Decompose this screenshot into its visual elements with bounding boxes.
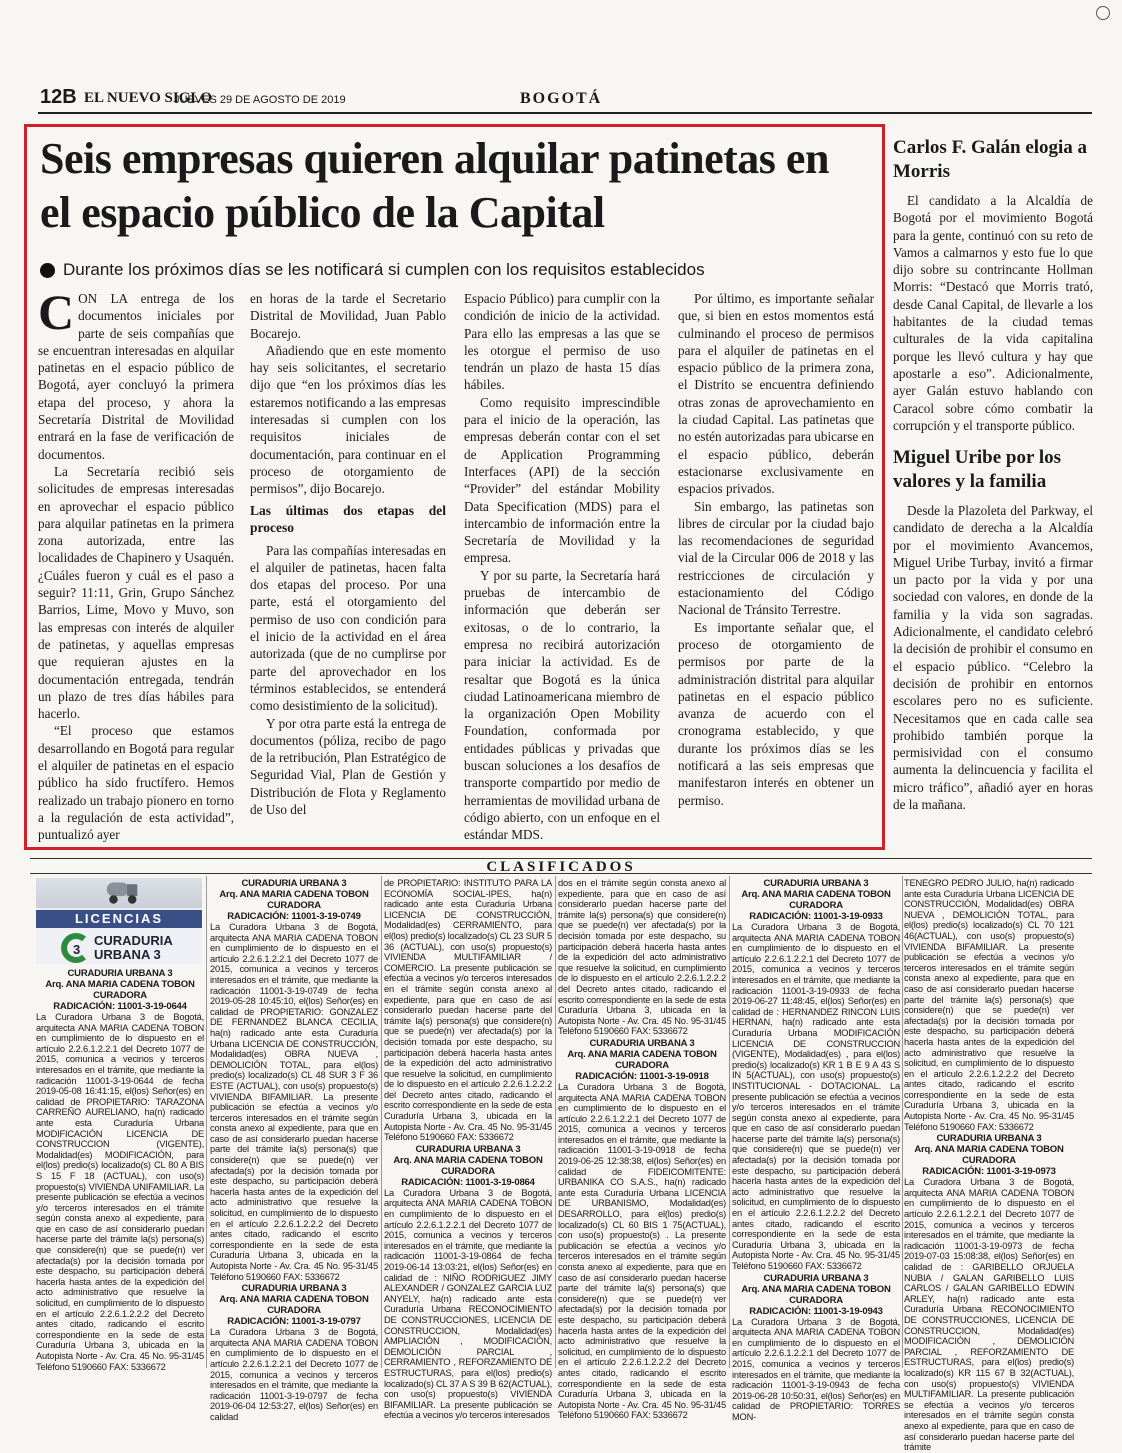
- brief-body: El candidato a la Alcaldía de Bogotá por el movimiento Bogotá para la gente, continuó con su reto de Vamos a calmarnos y esto fue lo que dijo sobre su contrincante Hollman Morris: “Destacó que Morris trató, desde Canal Capital, de llevarle a los habitantes de la ciudad temas culturales de la vida capitalina porque les llevó cultura y hay que apostarle a eso”. Adicionalmente, ayer Galán estuvo hablando con Caracol sobre cómo combatir la corrupción y el transporte público.: [893, 193, 1093, 433]
- classified-notice: TENEGRO PEDRO JULIO, ha(n) radicado ante esta Curaduría Urbana LICENCIA DE CONSTRUCCIÓN, Modalidad(es) OBRA NUEVA , DEMOLICIÓN TOTAL, para el(los) predio(s) localizado(s) CL 70 121 46(ACTUAL), con uso(s) propuesto(s) VIVIENDA BIFAMILIAR. La presente publicación se efectúa a vecinos y/o terceros interesados en el trámite según consta anexo al expediente, para que en caso de así considerarlo puedan hacerse parte del trámite la(s) persona(s) que considere(n) que se puede(n) ver afectada(s) por la decisión tomada por este despacho, su participación deberá hacerla hasta antes de la expedición del acto administrativo que resuelve la solicitud, en cumplimiento de lo dispuesto en el artículo 2.2.6.1.2.2.2 del Decreto antes citado, radicando el escrito correspondiente en la sede de esta Curaduría Urbana 3, ubicada en la Autopista Norte - Av. Cra. 45 No. 95-31/45 Teléfono 5190660 FAX: 5336672: [904, 878, 1074, 1132]
- svg-text:3: 3: [73, 942, 81, 957]
- article-paragraph: Por último, es importante señalar que, si bien en estos momentos está culminando el proceso de permisos para el alquiler de patinetas en el espacio público de la primera zona, el Distrito se encuentra definiendo otras zonas de aprovechamiento en la ciudad Capital. Las patinetas que no estén autorizadas para ubicarse en el espacio público, deberán estacionarse exclusivamente en espacios privados.: [678, 291, 874, 497]
- curaduria-logo-text: CURADURIA URBANA 3: [94, 933, 173, 962]
- cement-mixer-icon: [100, 874, 144, 908]
- article-column-1: [38, 284, 234, 844]
- article-paragraph: Es importante señalar que, el proceso de otorgamiento de permisos por parte de la administración distrital para alquilar patinetas en el espacio público avanza de acuerdo con el cronograma establecido, y que durante los próximos días se les notificará a las seis empresas que manifestaron interés en obtener un permiso.: [678, 619, 874, 808]
- brief-uribe: [893, 446, 1093, 813]
- article-column-2: [250, 290, 446, 818]
- column-divider: [206, 876, 207, 1368]
- classified-notice: La Curadora Urbana 3 de Bogotá, arquitecta ANA MARIA CADENA TOBON en cumplimiento de lo dispuesto en el artículo 2.2.6.1.2.2.1 del Decreto 1077 de 2015, comunica a vecinos y terceros interesados en el trámite, que mediante la radicación 11001-3-19-0749 de fecha 2019-05-28 10:45:10, el(los) Señor(es) en calidad de PROPIETARIO: GONZALEZ DE FERNANDEZ BLANCA CECILIA, ha(n) radicado ante esta Curaduría Urbana LICENCIA DE CONSTRUCCIÓN, Modalidad(es) OBRA NUEVA , DEMOLICIÓN TOTAL, para el(los) predio(s) localizado(s) CL 48 SUR 3 F 36 ESTE (ACTUAL), con uso(s) propuesto(s) VIVIENDA BIFAMILIAR. La presente publicación se efectúa a vecinos y/o terceros interesados en el trámite según consta anexo al expediente, para que en caso de así considerarlo puedan hacerse parte del trámite la(s) persona(s) que considere(n) que se puede(n) ver afectada(s) por la decisión tomada por este despacho, su participación deberá hacerla hasta antes de la expedición del acto administrativo que resuelve la solicitud, en cumplimiento de lo dispuesto en el artículo 2.2.6.1.2.2.2 del Decreto antes citado, radicando el escrito correspondiente en la sede de esta Curaduría Urbana 3, ubicada en la Autopista Norte - Av. Cra. 45 No. 95-31/45 Teléfono 5190660 FAX: 5336672: [210, 922, 378, 1282]
- newspaper-name: EL NUEVO SIGLO: [84, 90, 213, 106]
- classified-notice: La Curadora Urbana 3 de Bogotá, arquitecta ANA MARIA CADENA TOBON en cumplimiento de lo dispuesto en el artículo 2.2.6.1.2.2.1 del Decreto 1077 de 2015, comunica a vecinos y terceros interesados en el trámite, que mediante la radicación 11001-3-19-0918 de fecha 2019-06-25 12:38:38, el(los) Señor(es) en calidad de FIDEICOMITENTE: URBANIKA CO S.A.S., ha(n) radicado ante esta Curaduría Urbana LICENCIA DE URBANISMO, Modalidad(es) DESARROLLO, para el(los) predio(s) localizado(s) CL 60 BIS 1 75(ACTUAL), con uso(s) propuesto(s) . La presente publicación se efectúa a vecinos y/o terceros interesados en el trámite según consta anexo al expediente, para que en caso de así considerarlo puedan hacerse parte del trámite la(s) persona(s) que considere(n) que se puede(n) ver afectada(s) por la decisión tomada por este despacho, su participación deberá hacerla hasta antes de la expedición del acto administrativo que resuelve la solicitud, en cumplimiento de lo dispuesto en el artículo 2.2.6.1.2.2.2 del Decreto antes citado, radicando el escrito correspondiente en la sede de esta Curaduría Urbana 3, ubicada en la Autopista Norte - Av. Cra. 45 No. 95-31/45 Teléfono 5190660 FAX: 5336672: [558, 1081, 726, 1421]
- deck-text: Durante los próximos días se les notificará si cumplen con los requisitos establecidos: [63, 260, 705, 279]
- section-name: BOGOTÁ: [520, 90, 603, 107]
- column-divider: [729, 876, 730, 1368]
- classified-notice: La Curadora Urbana 3 de Bogotá, arquitecta ANA MARIA CADENA TOBON en cumplimiento de lo dispuesto en el artículo 2.2.6.1.2.2.1 del Decreto 1077 de 2015, comunica a vecinos y terceros interesados en el trámite, que mediante la radicación 11001-3-19-0797 de fecha 2019-06-04 12:53:27, el(los) Señor(es) en calidad: [210, 1327, 378, 1422]
- column-divider: [555, 876, 556, 1368]
- article-paragraph: Espacio Público) para cumplir con la condición de inicio de la actividad. Para ello las empresas a las que se les otorgue el permiso de uso tendrán un plazo de hasta 15 días hábiles.: [464, 291, 660, 393]
- article-paragraph: “El proceso que estamos desarrollando en Bogotá para regular el alquiler de patinetas en el espacio público ha sido fructífero. Hemos realizado un trabajo pionero en torno a la regulación de esta actividad”, puntualizó ayer: [38, 723, 234, 843]
- licencias-banner: LICENCIAS: [36, 910, 202, 928]
- bullet-icon: [40, 263, 55, 278]
- drop-cap: C: [38, 284, 75, 340]
- classified-notice: dos en el trámite según consta anexo al expediente, para que en caso de así considerarlo puedan hacerse parte del trámite la(s) persona(s) que considere(n) que se puede(n) ver afectada(s) por la decisión tomada por este despacho, su participación deberá hacerla hasta antes de la expedición del acto administrativo que resuelve la solicitud, en cumplimiento de lo dispuesto en el artículo 2.2.6.1.2.2.2 del Decreto antes citado, radicando el escrito correspondiente en la sede de esta Curaduría Urbana 3, ubicada en la Autopista Norte - Av. Cra. 45 No. 95-31/45 Teléfono 5190660 FAX: 5336672: [558, 878, 726, 1037]
- brief-galan: [893, 136, 1093, 434]
- article-deck: [40, 260, 870, 280]
- classified-notice: La Curadora Urbana 3 de Bogotá, arquitecta ANA MARIA CADENA TOBON en cumplimiento de lo dispuesto en el artículo 2.2.6.1.2.2.1 del Decreto 1077 de 2015, comunica a vecinos y terceros interesados en el trámite, que mediante la radicación 11001-3-19-0943 de fecha 2019-06-28 10:50:31, el(los) Señor(es) en calidad de PROPIETARIO: TORRES MON-: [732, 1316, 900, 1422]
- article-paragraph: Para las compañías interesadas en el alquiler de patinetas, hacen falta dos etapas del proceso. Por una parte, está el otorgamiento del permiso de uso con condición para el inicio de la actividad en el área autorizada (que de no cumplirse por parte del aprovechador en los términos establecidos, se entenderá como desistimiento de la solicitud).: [250, 542, 446, 714]
- article-paragraph: CON LA entrega de los documentos iniciales por parte de seis compañías que se encuentran interesadas en alquilar patinetas en el espacio público de Bogotá, ayer concluyó la primera etapa del proceso, y ahora la Secretaría Distrital de Movilidad entrará en la fase de verificación de documentos.: [38, 284, 234, 462]
- brief-body: Desde la Plazoleta del Parkway, el candidato de derecha a la Alcaldía por el movimiento Avancemos, Miguel Uribe Turbay, invitó a firmar un pacto por la vida y por una sociedad con valores, en donde de la familia y la vida son sagradas. Adicionalmente, el candidato celebró la decisión de prohibir el consumo en el espacio público. “Celebro la decisión de prohibir en entornos escolares pero no es suficiente. Necesitamos que en cada calle sea prohibido también porque la permisividad con el consumo aumenta la delincuencia y facilita el micro tráfico”, añadió ayer en horas de la mañana.: [893, 503, 1093, 813]
- classified-column-3: de PROPIETARIO: INSTITUTO PARA LA ECONOMÍA SOCIAL-IPES, ha(n) radicado ante esta Curaduría Urbana LICENCIA DE CONSTRUCCIÓN, Modalidad(es) CERRAMIENTO, para el(los) predio(s) localizado(s) CL 23 SUR 5 36 (ACTUAL), con uso(s) propuesto(s) VIVIENDA MULTIFAMILIAR / COMERCIO. La presente publicación se efectúa a vecinos y/o terceros interesados en el trámite según consta anexo al expediente, para que en caso de así considerarlo puedan hacerse parte del trámite la(s) persona(s) que considere(n) que se puede(n) ver afectada(s) por la decisión tomada por este despacho, su participación deberá hacerla hasta antes de la expedición del acto administrativo que resuelve la solicitud, en cumplimiento de lo dispuesto en el artículo 2.2.6.1.2.2.2 del Decreto antes citado, radicando el escrito correspondiente en la sede de esta Curaduría Urbana 3, ubicada en la Autopista Norte - Av. Cra. 45 No. 95-31/45 Teléfono 5190660 FAX: 5336672 CURADURIA URBANA 3 Arq. ANA MARIA CADENA TOBON CURADORA RADICACIÓN: 11001-3-19-0864 La Curadora Urbana 3 de Bogotá, arquitecta ANA MARIA CADENA TOBON en cumplimiento de lo dispuesto en el artículo 2.2.6.1.2.2.1 del Decreto 1077 de 2015, comunica a vecinos y terceros interesados en el trámite, que mediante la radicación 11001-3-19-0864 de fecha 2019-06-14 13:03:21, el(los) Señor(es) en calidad de : NIÑO RODRIGUEZ JIMY ALEXANDER / GONZALEZ GARCIA LUZ ANYELY, ha(n) radicado ante esta Curaduría Urbana RECONOCIMIENTO DE CONSTRUCCIONES, LICENCIA DE CONSTRUCCION, Modalidad(es) AMPLIACIÓN , MODIFICACIÓN, DEMOLICIÓN PARCIAL , CERRAMIENTO , REFORZAMIENTO DE ESTRUCTURAS, para el(los) predio(s) localizado(s) CL 37 A S 39 B 62(ACTUAL), con uso(s) propuesto(s) VIVIENDA BIFAMILIAR. La presente publicación se efectúa a vecinos y/o terceros interesados: [384, 878, 552, 1421]
- article-paragraph: Sin embargo, las patinetas son libres de circular por la ciudad bajo las recomendaciones de seguridad vial de la Circular 006 de 2018 y las restricciones de circulación y estacionamiento del Código Nacional de Tránsito Terrestre.: [678, 498, 874, 618]
- article-column-4: [678, 290, 874, 809]
- article-paragraph: en horas de la tarde el Secretario Distrital de Movilidad, Juan Pablo Bocarejo.: [250, 291, 446, 341]
- classified-notice: La Curadora Urbana 3 de Bogotá, arquitecta ANA MARIA CADENA TOBON en cumplimiento de lo dispuesto en el artículo 2.2.6.1.2.2.1 del Decreto 1077 de 2015, comunica a vecinos y terceros interesados en el trámite, que mediante la radicación 11001-3-19-0933 de fecha 2019-06-27 11:48:45, el(los) Señor(es) en calidad de : HERNANDEZ RINCON LUIS HERNAN, ha(n) radicado ante esta Curaduría Urbana MODIFICACIÓN LICENCIA DE CONSTRUCCION (VIGENTE), Modalidad(es) , para el(los) predio(s) localizado(s) KR 1 B E 9 A 43 S IN 5(ACTUAL), con uso(s) propuesto(s) INSTITUCIONAL - DOTACIONAL. La presente publicación se efectúa a vecinos y/o terceros interesados en el trámite según consta anexo al expediente, para que en caso de así considerarlo puedan hacerse parte del trámite la(s) persona(s) que considere(n) que se puede(n) ver afectada(s) por la decisión tomada por este despacho, su participación deberá hacerla hasta antes de la expedición del acto administrativo que resuelve la solicitud, en cumplimiento de lo dispuesto en el artículo 2.2.6.1.2.2.2 del Decreto antes citado, radicando el escrito correspondiente en la sede de esta Curaduría Urbana 3, ubicada en la Autopista Norte - Av. Cra. 45 No. 95-31/45 Teléfono 5190660 FAX: 5336672: [732, 922, 900, 1271]
- classified-notice: La Curadora Urbana 3 de Bogotá, arquitecta ANA MARIA CADENA TOBON en cumplimiento de lo dispuesto en el artículo 2.2.6.1.2.2.1 del Decreto 1077 de 2015, comunica a vecinos y terceros interesados en el trámite, que mediante la radicación 11001-3-19-0973 de fecha 2019-07-03 15:08:38, el(los) Señor(es) en calidad de : GARIBELLO ORJUELA NUBIA / GALAN GARIBELLO LUIS CARLOS / GALAN GARIBELLO EDWIN ARLEY, ha(n) radicado ante esta Curaduría Urbana RECONOCIMIENTO DE CONSTRUCCIONES, LICENCIA DE CONSTRUCCION, Modalidad(es) MODIFICACIÓN , DEMOLICIÓN PARCIAL , REFORZAMIENTO DE ESTRUCTURAS, para el(los) predio(s) localizado(s) KR 115 67 B 32(ACTUAL), con uso(s) propuesto(s) VIVIENDA MULTIFAMILIAR. La presente publicación se efectúa a vecinos y/o terceros interesados en el trámite según consta anexo al expediente, para que en caso de así considerarlo puedan hacerse parte del trámite: [904, 1177, 1074, 1453]
- article-paragraph: La Secretaría recibió seis solicitudes de empresas interesadas en aprovechar el espacio público para alquilar patinetas en la primera zona autorizada, entre las localidades de Chapinero y Usaquén. ¿Cuáles fueron y cuál es el paso a seguir? 11:11, Grin, Grupo Sánchez Barrios, Lime, Movo y Muvo, son las empresas con interés de alquiler de patinetas, y aquellas empresas que requieran ajustes en la documentación entregada, tendrán un plazo de tres días hábiles para hacerlo.: [38, 463, 234, 722]
- classified-notice: La Curadora Urbana 3 de Bogotá, arquitecta ANA MARIA CADENA TOBON en cumplimiento de lo dispuesto en el artículo 2.2.6.1.2.2.1 del Decreto 1077 de 2015, comunica a vecinos y terceros interesados en el trámite, que mediante la radicación 11001-3-19-0644 de fecha 2019-05-08 16:41:15, el(los) Señor(es) en calidad de PROPIETARIO: TARAZONA CARREÑO AURELIANO, ha(n) radicado ante esta Curaduría Urbana MODIFICACIÓN LICENCIA DE CONSTRUCCION (VIGENTE), Modalidad(es) MODIFICACIÓN, para el(los) predio(s) localizado(s) CL 80 A BIS S 15 F 18 (ACTUAL), con uso(s) propuesto(s) VIVIENDA UNIFAMILIAR. La presente publicación se efectúa a vecinos y/o terceros interesados en el trámite según consta anexo al expediente, para que en caso de así considerarlo puedan hacerse parte del trámite la(s) persona(s) que considere(n) que se puede(n) ver afectada(s) por la decisión tomada por este despacho, su participación deberá hacerla hasta antes de la expedición del acto administrativo que resuelve la solicitud, en cumplimiento de lo dispuesto en el artículo 2.2.6.1.2.2.2 del Decreto antes citado, radicando el escrito correspondiente en la sede de esta Curaduría Urbana 3, ubicada en la Autopista Norte - Av. Cra. 45 No. 95-31/45 Teléfono 5190660 FAX: 5336672: [36, 1012, 204, 1372]
- classified-column-6: TENEGRO PEDRO JULIO, ha(n) radicado ante esta Curaduría Urbana LICENCIA DE CONSTRUCCIÓN, Modalidad(es) OBRA NUEVA , DEMOLICIÓN TOTAL, para el(los) predio(s) localizado(s) CL 70 121 46(ACTUAL), con uso(s) propuesto(s) VIVIENDA BIFAMILIAR. La presente publicación se efectúa a vecinos y/o terceros interesados en el trámite según consta anexo al expediente, para que en caso de así considerarlo puedan hacerse parte del trámite la(s) persona(s) que considere(n) que se puede(n) ver afectada(s) por la decisión tomada por este despacho, su participación deberá hacerla hasta antes de la expedición del acto administrativo que resuelve la solicitud, en cumplimiento de lo dispuesto en el artículo 2.2.6.1.2.2.2 del Decreto antes citado, radicando el escrito correspondiente en la sede de esta Curaduría Urbana 3, ubicada en la Autopista Norte - Av. Cra. 45 No. 95-31/45 Teléfono 5190660 FAX: 5336672 CURADURIA URBANA 3 Arq. ANA MARIA CADENA TOBON CURADORA RADICACIÓN: 11001-3-19-0973 La Curadora Urbana 3 de Bogotá, arquitecta ANA MARIA CADENA TOBON en cumplimiento de lo dispuesto en el artículo 2.2.6.1.2.2.1 del Decreto 1077 de 2015, comunica a vecinos y terceros interesados en el trámite, que mediante la radicación 11001-3-19-0973 de fecha 2019-07-03 15:08:38, el(los) Señor(es) en calidad de : GARIBELLO ORJUELA NUBIA / GALAN GARIBELLO LUIS CARLOS / GALAN GARIBELLO EDWIN ARLEY, ha(n) radicado ante esta Curaduría Urbana RECONOCIMIENTO DE CONSTRUCCIONES, LICENCIA DE CONSTRUCCION, Modalidad(es) MODIFICACIÓN , DEMOLICIÓN PARCIAL , REFORZAMIENTO DE ESTRUCTURAS, para el(los) predio(s) localizado(s) KR 115 67 B 32(ACTUAL), con uso(s) propuesto(s) VIVIENDA MULTIFAMILIAR. La presente publicación se efectúa a vecinos y/o terceros interesados en el trámite según consta anexo al expediente, para que en caso de así considerarlo puedan hacerse parte del trámite: [904, 878, 1074, 1453]
- article-headline: Seis empresas quieren alquilar patinetas en el espacio público de la Capital: [40, 134, 829, 237]
- classified-column-5: CURADURIA URBANA 3 Arq. ANA MARIA CADENA TOBON CURADORA RADICACIÓN: 11001-3-19-0933 La Curadora Urbana 3 de Bogotá, arquitecta ANA MARIA CADENA TOBON en cumplimiento de lo dispuesto en el artículo 2.2.6.1.2.2.1 del Decreto 1077 de 2015, comunica a vecinos y terceros interesados en el trámite, que mediante la radicación 11001-3-19-0933 de fecha 2019-06-27 11:48:45, el(los) Señor(es) en calidad de : HERNANDEZ RINCON LUIS HERNAN, ha(n) radicado ante esta Curaduría Urbana MODIFICACIÓN LICENCIA DE CONSTRUCCION (VIGENTE), Modalidad(es) , para el(los) predio(s) localizado(s) KR 1 B E 9 A 43 S IN 5(ACTUAL), con uso(s) propuesto(s) INSTITUCIONAL - DOTACIONAL. La presente publicación se efectúa a vecinos y/o terceros interesados en el trámite según consta anexo al expediente, para que en caso de así considerarlo puedan hacerse parte del trámite la(s) persona(s) que considere(n) que se puede(n) ver afectada(s) por la decisión tomada por este despacho, su participación deberá hacerla hasta antes de la expedición del acto administrativo que resuelve la solicitud, en cumplimiento de lo dispuesto en el artículo 2.2.6.1.2.2.2 del Decreto antes citado, radicando el escrito correspondiente en la sede de esta Curaduría Urbana 3, ubicada en la Autopista Norte - Av. Cra. 45 No. 95-31/45 Teléfono 5190660 FAX: 5336672 CURADURIA URBANA 3 Arq. ANA MARIA CADENA TOBON CURADORA RADICACIÓN: 11001-3-19-0943 La Curadora Urbana 3 de Bogotá, arquitecta ANA MARIA CADENA TOBON en cumplimiento de lo dispuesto en el artículo 2.2.6.1.2.2.1 del Decreto 1077 de 2015, comunica a vecinos y terceros interesados en el trámite, que mediante la radicación 11001-3-19-0943 de fecha 2019-06-28 10:50:31, el(los) Señor(es) en calidad de PROPIETARIO: TORRES MON-: [732, 878, 900, 1422]
- issue-date: JUEVES 29 DE AGOSTO DE 2019: [174, 94, 346, 106]
- article-paragraph: Y por otra parte está la entrega de documentos (póliza, recibo de pago de la retribución, Plan Estratégico de Seguridad Vial, Plan de Gestión y Distribución de Flota y Reglamento de Uso del: [250, 715, 446, 818]
- header-rule: [38, 112, 1092, 114]
- classified-notice: de PROPIETARIO: INSTITUTO PARA LA ECONOMÍA SOCIAL-IPES, ha(n) radicado ante esta Curaduría Urbana LICENCIA DE CONSTRUCCIÓN, Modalidad(es) CERRAMIENTO, para el(los) predio(s) localizado(s) CL 23 SUR 5 36 (ACTUAL), con uso(s) propuesto(s) VIVIENDA MULTIFAMILIAR / COMERCIO. La presente publicación se efectúa a vecinos y/o terceros interesados en el trámite según consta anexo al expediente, para que en caso de así considerarlo puedan hacerse parte del trámite la(s) persona(s) que considere(n) que se puede(n) ver afectada(s) por la decisión tomada por este despacho, su participación deberá hacerla hasta antes de la expedición del acto administrativo que resuelve la solicitud, en cumplimiento de lo dispuesto en el artículo 2.2.6.1.2.2.2 del Decreto antes citado, radicando el escrito correspondiente en la sede de esta Curaduría Urbana 3, ubicada en la Autopista Norte - Av. Cra. 45 No. 95-31/45 Teléfono 5190660 FAX: 5336672: [384, 878, 552, 1143]
- curaduria-logo-icon: [60, 933, 90, 963]
- article-paragraph: Como requisito imprescindible para el inicio de la operación, las empresas deberán contar con el set de Application Programming Interfaces (API) de la sección “Provider” del estándar Mobility Data Specification (MDS) para el intercambio de información entre la Secretaría de Movilidad y la empresa.: [464, 394, 660, 566]
- article-subhead: Las últimas dos etapas del proceso: [250, 502, 446, 535]
- column-divider: [902, 876, 903, 1368]
- classified-column-1: CURADURIA URBANA 3 Arq. ANA MARIA CADENA TOBON CURADORA RADICACIÓN: 11001-3-19-0644 La Curadora Urbana 3 de Bogotá, arquitecta ANA MARIA CADENA TOBON en cumplimiento de lo dispuesto en el artículo 2.2.6.1.2.2.1 del Decreto 1077 de 2015, comunica a vecinos y terceros interesados en el trámite, que mediante la radicación 11001-3-19-0644 de fecha 2019-05-08 16:41:15, el(los) Señor(es) en calidad de PROPIETARIO: TARAZONA CARREÑO AURELIANO, ha(n) radicado ante esta Curaduría Urbana MODIFICACIÓN LICENCIA DE CONSTRUCCION (VIGENTE), Modalidad(es) MODIFICACIÓN, para el(los) predio(s) localizado(s) CL 80 A BIS S 15 F 18 (ACTUAL), con uso(s) propuesto(s) VIVIENDA UNIFAMILIAR. La presente publicación se efectúa a vecinos y/o terceros interesados en el trámite según consta anexo al expediente, para que en caso de así considerarlo puedan hacerse parte del trámite la(s) persona(s) que considere(n) que se puede(n) ver afectada(s) por la decisión tomada por este despacho, su participación deberá hacerla hasta antes de la expedición del acto administrativo que resuelve la solicitud, en cumplimiento de lo dispuesto en el artículo 2.2.6.1.2.2.2 del Decreto antes citado, radicando el escrito correspondiente en la sede de esta Curaduría Urbana 3, ubicada en la Autopista Norte - Av. Cra. 45 No. 95-31/45 Teléfono 5190660 FAX: 5336672: [36, 968, 204, 1372]
- page-number: 12B: [40, 86, 77, 108]
- brief-title: Miguel Uribe por los valores y la familia: [893, 447, 1062, 492]
- article-paragraph: Añadiendo que en este momento hay seis solicitantes, el secretario dijo que “en los próximos días les estaremos notificando a las empresas interesadas si cumplen con los requisitos iniciales de documentación, para continuar en el proceso de otorgamiento de permisos”, dijo Bocarejo.: [250, 342, 446, 497]
- column-divider: [381, 876, 382, 1368]
- classified-column-4: dos en el trámite según consta anexo al expediente, para que en caso de así considerarlo puedan hacerse parte del trámite la(s) persona(s) que considere(n) que se puede(n) ver afectada(s) por la decisión tomada por este despacho, su participación deberá hacerla hasta antes de la expedición del acto administrativo que resuelve la solicitud, en cumplimiento de lo dispuesto en el artículo 2.2.6.1.2.2.2 del Decreto antes citado, radicando el escrito correspondiente en la sede de esta Curaduría Urbana 3, ubicada en la Autopista Norte - Av. Cra. 45 No. 95-31/45 Teléfono 5190660 FAX: 5336672 CURADURIA URBANA 3 Arq. ANA MARIA CADENA TOBON CURADORA RADICACIÓN: 11001-3-19-0918 La Curadora Urbana 3 de Bogotá, arquitecta ANA MARIA CADENA TOBON en cumplimiento de lo dispuesto en el artículo 2.2.6.1.2.2.1 del Decreto 1077 de 2015, comunica a vecinos y terceros interesados en el trámite, que mediante la radicación 11001-3-19-0918 de fecha 2019-06-25 12:38:38, el(los) Señor(es) en calidad de FIDEICOMITENTE: URBANIKA CO S.A.S., ha(n) radicado ante esta Curaduría Urbana LICENCIA DE URBANISMO, Modalidad(es) DESARROLLO, para el(los) predio(s) localizado(s) CL 60 BIS 1 75(ACTUAL), con uso(s) propuesto(s) . La presente publicación se efectúa a vecinos y/o terceros interesados en el trámite según consta anexo al expediente, para que en caso de así considerarlo puedan hacerse parte del trámite la(s) persona(s) que considere(n) que se puede(n) ver afectada(s) por la decisión tomada por este despacho, su participación deberá hacerla hasta antes de la expedición del acto administrativo que resuelve la solicitud, en cumplimiento de lo dispuesto en el artículo 2.2.6.1.2.2.2 del Decreto antes citado, radicando el escrito correspondiente en la sede de esta Curaduría Urbana 3, ubicada en la Autopista Norte - Av. Cra. 45 No. 95-31/45 Teléfono 5190660 FAX: 5336672: [558, 878, 726, 1421]
- classifieds-header: CLASIFICADOS: [30, 858, 1092, 874]
- article-column-3: [464, 290, 660, 844]
- registration-mark-icon: [1096, 6, 1110, 20]
- article-paragraph: Y por su parte, la Secretaría hará pruebas de intercambio de información que deberán ser exitosas, o de lo contrario, la empresa no recibirá autorización para iniciar la actividad. Es de resaltar que Bogotá es la única ciudad Latinoamericana miembro de la organización Open Mobility Foundation, conformada por entidades públicas y privadas que buscan soluciones a los desafíos de transporte compartido por medio de herramientas de movilidad urbana de código abierto, con un enfoque en el estándar MDS.: [464, 567, 660, 843]
- classified-notice: La Curadora Urbana 3 de Bogotá, arquitecta ANA MARIA CADENA TOBON en cumplimiento de lo dispuesto en el artículo 2.2.6.1.2.2.1 del Decreto 1077 de 2015, comunica a vecinos y terceros interesados en el trámite, que mediante la radicación 11001-3-19-0864 de fecha 2019-06-14 13:03:21, el(los) Señor(es) en calidad de : NIÑO RODRIGUEZ JIMY ALEXANDER / GONZALEZ GARCIA LUZ ANYELY, ha(n) radicado ante esta Curaduría Urbana RECONOCIMIENTO DE CONSTRUCCIONES, LICENCIA DE CONSTRUCCION, Modalidad(es) AMPLIACIÓN , MODIFICACIÓN, DEMOLICIÓN PARCIAL , CERRAMIENTO , REFORZAMIENTO DE ESTRUCTURAS, para el(los) predio(s) localizado(s) CL 37 A S 39 B 62(ACTUAL), con uso(s) propuesto(s) VIVIENDA BIFAMILIAR. La presente publicación se efectúa a vecinos y/o terceros interesados: [384, 1187, 552, 1421]
- classified-column-2: CURADURIA URBANA 3 Arq. ANA MARIA CADENA TOBON CURADORA RADICACIÓN: 11001-3-19-0749 La Curadora Urbana 3 de Bogotá, arquitecta ANA MARIA CADENA TOBON en cumplimiento de lo dispuesto en el artículo 2.2.6.1.2.2.1 del Decreto 1077 de 2015, comunica a vecinos y terceros interesados en el trámite, que mediante la radicación 11001-3-19-0749 de fecha 2019-05-28 10:45:10, el(los) Señor(es) en calidad de PROPIETARIO: GONZALEZ DE FERNANDEZ BLANCA CECILIA, ha(n) radicado ante esta Curaduría Urbana LICENCIA DE CONSTRUCCIÓN, Modalidad(es) OBRA NUEVA , DEMOLICIÓN TOTAL, para el(los) predio(s) localizado(s) CL 48 SUR 3 F 36 ESTE (ACTUAL), con uso(s) propuesto(s) VIVIENDA BIFAMILIAR. La presente publicación se efectúa a vecinos y/o terceros interesados en el trámite según consta anexo al expediente, para que en caso de así considerarlo puedan hacerse parte del trámite la(s) persona(s) que considere(n) que se puede(n) ver afectada(s) por la decisión tomada por este despacho, su participación deberá hacerla hasta antes de la expedición del acto administrativo que resuelve la solicitud, en cumplimiento de lo dispuesto en el artículo 2.2.6.1.2.2.2 del Decreto antes citado, radicando el escrito correspondiente en la sede de esta Curaduría Urbana 3, ubicada en la Autopista Norte - Av. Cra. 45 No. 95-31/45 Teléfono 5190660 FAX: 5336672 CURADURIA URBANA 3 Arq. ANA MARIA CADENA TOBON CURADORA RADICACIÓN: 11001-3-19-0797 La Curadora Urbana 3 de Bogotá, arquitecta ANA MARIA CADENA TOBON en cumplimiento de lo dispuesto en el artículo 2.2.6.1.2.2.1 del Decreto 1077 de 2015, comunica a vecinos y terceros interesados en el trámite, que mediante la radicación 11001-3-19-0797 de fecha 2019-06-04 12:53:27, el(los) Señor(es) en calidad: [210, 878, 378, 1422]
- brief-title: Carlos F. Galán elogia a Morris: [893, 137, 1088, 182]
